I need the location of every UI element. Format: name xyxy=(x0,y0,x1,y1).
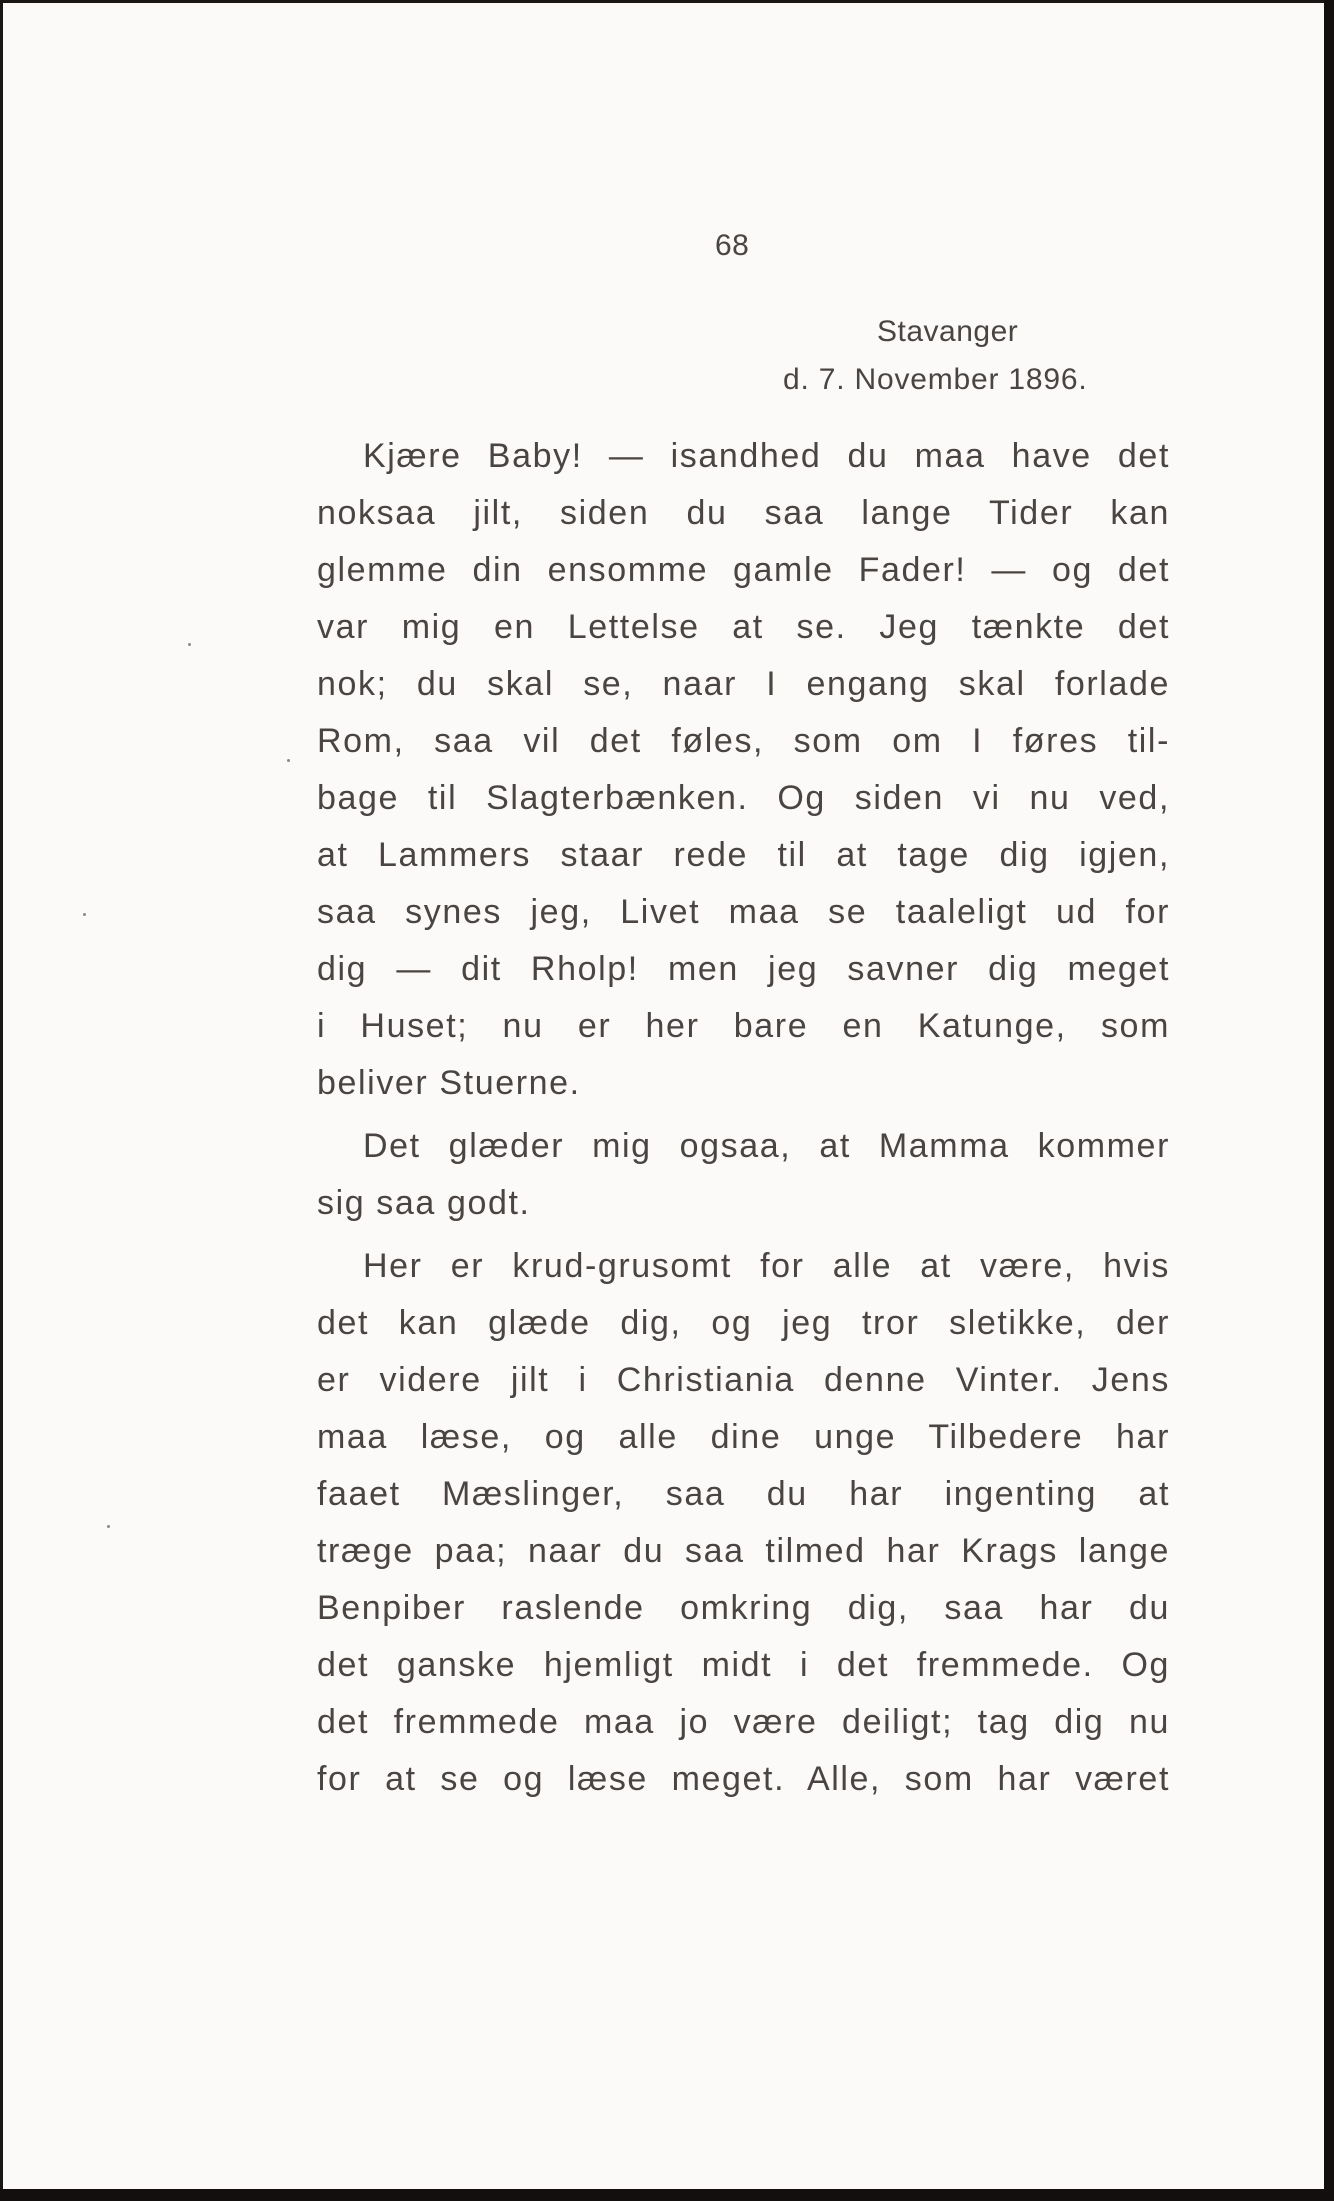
paper-speck xyxy=(107,1525,110,1528)
letter-body xyxy=(317,428,1170,1808)
text-line-11: i Huset; nu er her bare en Katunge, som xyxy=(317,1007,1170,1045)
paper-speck xyxy=(83,913,86,916)
scan-edge-right xyxy=(1324,0,1334,2201)
text-line-23: det fremmede maa jo være deiligt; tag dig nu xyxy=(317,1703,1170,1741)
text-line-4: var mig en Lettelse at se. Jeg tænkte det xyxy=(317,608,1170,646)
text-line-22: det ganske hjemligt midt i det fremmede. Og xyxy=(317,1646,1170,1684)
text-line-6: Rom, saa vil det føles, som om I føres til- xyxy=(317,722,1170,760)
text-line-19: faaet Mæslinger, saa du har ingenting at xyxy=(317,1475,1170,1513)
page-number: 68 xyxy=(715,229,750,262)
text-line-5: nok; du skal se, naar I engang skal forlade xyxy=(317,665,1170,703)
text-line-2: noksaa jilt, siden du saa lange Tider kan xyxy=(317,494,1170,532)
text-line-18: maa læse, og alle dine unge Tilbedere har xyxy=(317,1418,1170,1456)
text-line-21: Benpiber raslende omkring dig, saa har du xyxy=(317,1589,1170,1627)
text-line-24: for at se og læse meget. Alle, som har været xyxy=(317,1760,1170,1798)
text-line-15: Her er krud-grusomt for alle at være, hvis xyxy=(363,1247,1170,1285)
text-line-7: bage til Slagterbænken. Og siden vi nu ved, xyxy=(317,779,1170,817)
text-line-3: glemme din ensomme gamle Fader! — og det xyxy=(317,551,1170,589)
text-line-1: Kjære Baby! — isandhed du maa have det xyxy=(363,437,1170,475)
letter-place: Stavanger xyxy=(877,315,1019,348)
text-line-17: er videre jilt i Christiania denne Vinter. Jens xyxy=(317,1361,1170,1399)
text-line-16: det kan glæde dig, og jeg tror sletikke, der xyxy=(317,1304,1170,1342)
text-line-10: dig — dit Rholp! men jeg savner dig meget xyxy=(317,950,1170,988)
paper-speck xyxy=(287,759,290,762)
text-line-9: saa synes jeg, Livet maa se taaleligt ud for xyxy=(317,893,1170,931)
text-line-8: at Lammers staar rede til at tage dig igjen, xyxy=(317,836,1170,874)
scan-edge-bottom xyxy=(0,2189,1334,2201)
text-line-12: beliver Stuerne. xyxy=(317,1064,581,1102)
text-line-14: sig saa godt. xyxy=(317,1184,531,1222)
letter-date: d. 7. November 1896. xyxy=(783,363,1088,396)
text-line-20: trægе paa; naar du saa tilmed har Krags lange xyxy=(317,1532,1170,1570)
text-line-13: Det glæder mig ogsaa, at Mamma kommer xyxy=(363,1127,1170,1165)
book-page xyxy=(3,3,1324,2189)
paper-speck xyxy=(188,643,191,646)
